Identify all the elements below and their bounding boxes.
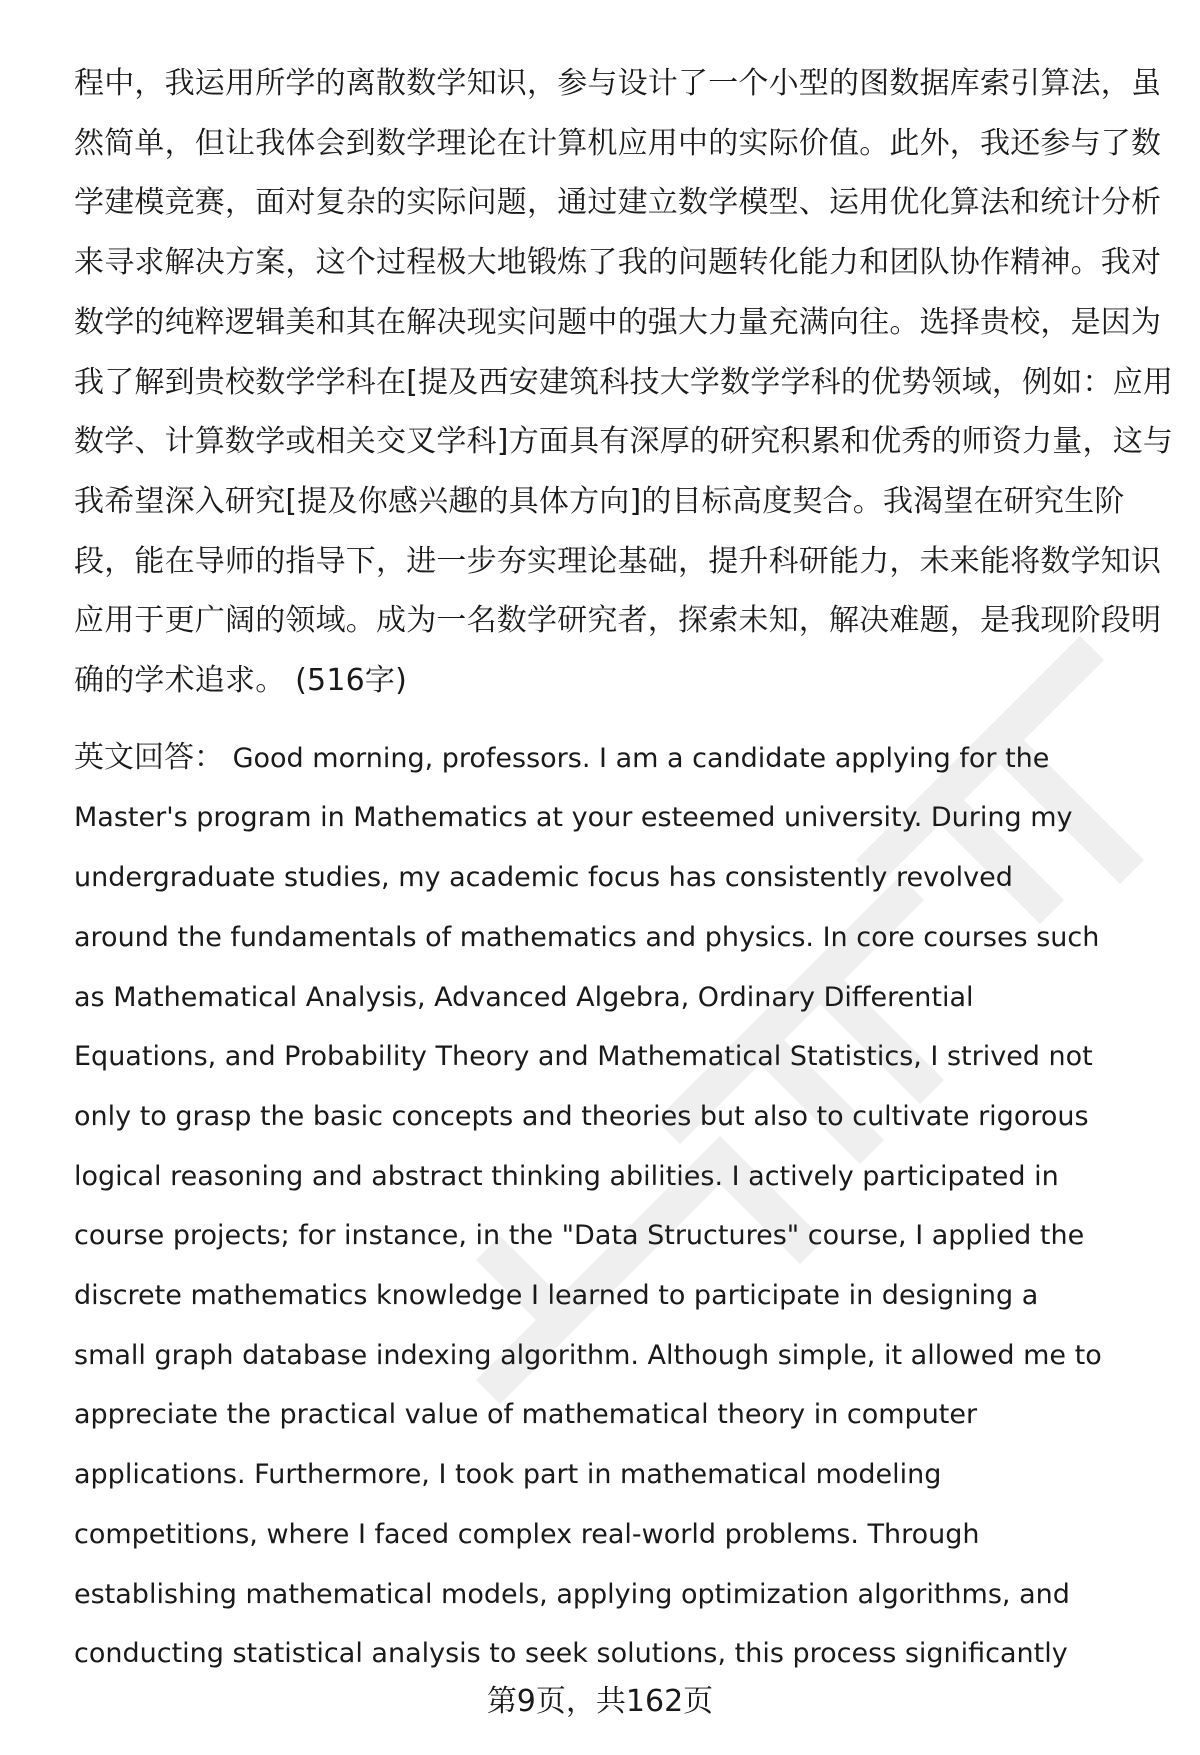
text-line: 然简单，但让我体会到数学理论在计算机应用中的实际价值。此外，我还参与了数 — [74, 125, 1162, 161]
text-line: establishing mathematical models, applying optimization algorithms, and — [74, 1578, 1070, 1610]
text-line: logical reasoning and abstract thinking abilities. I actively participated in — [74, 1160, 1059, 1192]
text-line: course projects; for instance, in the "Data Structures" course, I applied the — [74, 1220, 1085, 1252]
english-first-line: Good morning, professors. I am a candidate applying for the — [232, 742, 1050, 774]
text-line: only to grasp the basic concepts and theories but also to cultivate rigorous — [74, 1100, 1089, 1132]
text-line: undergraduate studies, my academic focus has consistently revolved — [74, 862, 1013, 894]
page-number-footer: 第9页，共162页 — [486, 1684, 714, 1719]
text-line: Equations, and Probability Theory and Mathematical Statistics, I strived not — [74, 1041, 1093, 1073]
text-line: 学建模竞赛，面对复杂的实际问题，通过建立数学模型、运用优化算法和统计分析 — [74, 185, 1162, 221]
text-line: 数学、计算数学或相关交叉学科]方面具有深厚的研究积累和优秀的师资力量，这与 — [74, 424, 1174, 460]
text-line: small graph database indexing algorithm. Although simple, it allowed me to — [74, 1339, 1102, 1371]
text-line: 我了解到贵校数学学科在[提及西安建筑科技大学数学学科的优势领域，例如：应用 — [74, 364, 1174, 400]
text-line: around the fundamentals of mathematics and physics. In core courses such — [74, 921, 1100, 953]
text-line: applications. Furthermore, I took part in mathematical modeling — [74, 1459, 942, 1491]
text-line: 确的学术追求。 (516字) — [74, 663, 408, 699]
text-line — [74, 728, 1164, 789]
text-line: 程中，我运用所学的离散数学知识，参与设计了一个小型的图数据库索引算法，虽 — [74, 66, 1162, 101]
text-line: 段，能在导师的指导下，进一步夯实理论基础，提升科研能力，未来能将数学知识 — [74, 543, 1162, 579]
text-line: as Mathematical Analysis, Advanced Algebra, Ordinary Differential — [74, 981, 974, 1013]
document-page — [74, 54, 1174, 1684]
text-line: conducting statistical analysis to seek solutions, this process significantly — [74, 1638, 1068, 1670]
text-line: Master's program in Mathematics at your esteemed university. During my — [74, 802, 1073, 834]
text-line: 来寻求解决方案，这个过程极大地锻炼了我的问题转化能力和团队协作精神。我对 — [74, 245, 1162, 281]
text-line: 应用于更广阔的领域。成为一名数学研究者，探索未知，解决难题，是我现阶段明 — [74, 603, 1162, 639]
chinese-paragraph — [74, 54, 1174, 711]
english-answer-label: 英文回答： — [74, 739, 224, 775]
text-line: appreciate the practical value of mathematical theory in computer — [74, 1399, 978, 1431]
text-line: competitions, where I faced complex real-world problems. Through — [74, 1518, 980, 1550]
text-line: discrete mathematics knowledge I learned to participate in designing a — [74, 1280, 1039, 1312]
text-line: 我希望深入研究[提及你感兴趣的具体方向]的目标高度契合。我渴望在研究生阶 — [74, 483, 1125, 519]
text-line: 数学的纯粹逻辑美和其在解决现实问题中的强大力量充满向往。选择贵校，是因为 — [74, 304, 1162, 340]
english-answer-paragraph — [74, 728, 1164, 1684]
